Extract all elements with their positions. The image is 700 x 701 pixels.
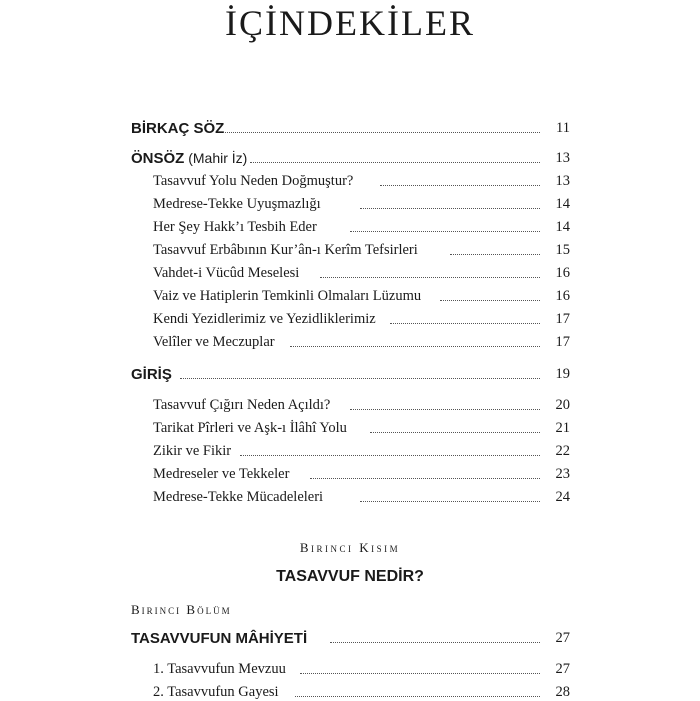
toc-item[interactable] (0, 656, 700, 678)
toc-item[interactable] (0, 283, 700, 305)
item-label: Her Şey Hakk’ı Tesbih Eder (153, 219, 317, 235)
item-page: 13 (555, 173, 570, 189)
item-page: 17 (555, 311, 570, 327)
toc-entry-giris[interactable] (0, 361, 700, 383)
dot-leader (320, 277, 540, 278)
item-page: 14 (555, 196, 570, 212)
item-label: Tasavvuf Yolu Neden Doğmuştur? (153, 173, 354, 189)
item-page: 28 (555, 684, 570, 700)
item-page: 24 (555, 489, 570, 505)
toc-item[interactable] (0, 306, 700, 328)
item-label: Tasavvuf Erbâbının Kur’ân-ı Kerîm Tefsirleri (153, 242, 418, 258)
item-label: Tarikat Pîrleri ve Aşk-ı İlâhî Yolu (153, 420, 347, 436)
toc-item[interactable] (0, 260, 700, 282)
dot-leader (360, 501, 540, 502)
dot-leader (360, 208, 540, 209)
toc-item[interactable] (0, 484, 700, 506)
item-page: 16 (555, 288, 570, 304)
item-label: Velîler ve Meczuplar (153, 334, 275, 350)
item-page: 14 (555, 219, 570, 235)
toc-entry-birkac-soz[interactable] (0, 115, 700, 137)
entry-label: ÖNSÖZ (Mahir İz) (131, 150, 248, 167)
item-page: 21 (555, 420, 570, 436)
toc-item[interactable] (0, 392, 700, 414)
item-label: 1. Tasavvufun Mevzuu (153, 661, 286, 677)
dot-leader (300, 673, 540, 674)
dot-leader (180, 378, 540, 379)
dot-leader (390, 323, 540, 324)
entry-label: GİRİŞ (131, 366, 172, 383)
item-page: 27 (555, 661, 570, 677)
dot-leader (310, 478, 540, 479)
dot-leader (350, 231, 540, 232)
toc-entry-mahiyeti[interactable] (0, 625, 700, 647)
entry-label: TASAVVUFUN MÂHİYETİ (131, 630, 308, 647)
dot-leader (370, 432, 540, 433)
item-label: Medrese-Tekke Uyuşmazlığı (153, 196, 321, 212)
dot-leader (295, 696, 540, 697)
dot-leader (250, 162, 540, 163)
item-page: 17 (555, 334, 570, 350)
toc-item[interactable] (0, 438, 700, 460)
toc-item[interactable] (0, 168, 700, 190)
item-page: 16 (555, 265, 570, 281)
toc-item[interactable] (0, 679, 700, 701)
dot-leader (450, 254, 540, 255)
entry-page: 11 (556, 120, 570, 136)
item-label: Vaiz ve Hatiplerin Temkinli Olmaları Lüzumu (153, 288, 422, 304)
entry-page: 13 (555, 150, 570, 166)
item-page: 23 (555, 466, 570, 482)
item-label: Medrese-Tekke Mücadeleleri (153, 489, 324, 505)
dot-leader (240, 455, 540, 456)
item-label: 2. Tasavvufun Gayesi (153, 684, 279, 700)
part-label: Birinci Kısım (299, 540, 401, 555)
dot-leader (350, 409, 540, 410)
item-page: 20 (555, 397, 570, 413)
item-label: Vahdet-i Vücûd Meselesi (153, 265, 300, 281)
toc-item[interactable] (0, 329, 700, 351)
part-title: TASAVVUF NEDİR? (276, 568, 424, 585)
entry-label: BİRKAÇ SÖZ (131, 120, 225, 137)
chapter-label: Birinci Bölüm (131, 602, 232, 617)
item-label: Medreseler ve Tekkeler (153, 466, 290, 482)
dot-leader (440, 300, 540, 301)
dot-leader (220, 132, 540, 133)
toc-item[interactable] (0, 214, 700, 236)
dot-leader (380, 185, 540, 186)
toc-entry-onsoz[interactable] (0, 145, 700, 167)
item-page: 22 (555, 443, 570, 459)
dot-leader (290, 346, 540, 347)
toc-item[interactable] (0, 415, 700, 437)
item-label: Zikir ve Fikir (153, 443, 232, 459)
entry-page: 19 (555, 366, 570, 382)
toc-item[interactable] (0, 237, 700, 259)
item-page: 15 (555, 242, 570, 258)
entry-page: 27 (555, 630, 570, 646)
dot-leader (330, 642, 540, 643)
page-title: İÇİNDEKİLER (225, 3, 475, 43)
item-label: Kendi Yezidlerimiz ve Yezidliklerimiz (153, 311, 376, 327)
toc-item[interactable] (0, 191, 700, 213)
item-label: Tasavvuf Çığırı Neden Açıldı? (153, 397, 331, 413)
toc-item[interactable] (0, 461, 700, 483)
